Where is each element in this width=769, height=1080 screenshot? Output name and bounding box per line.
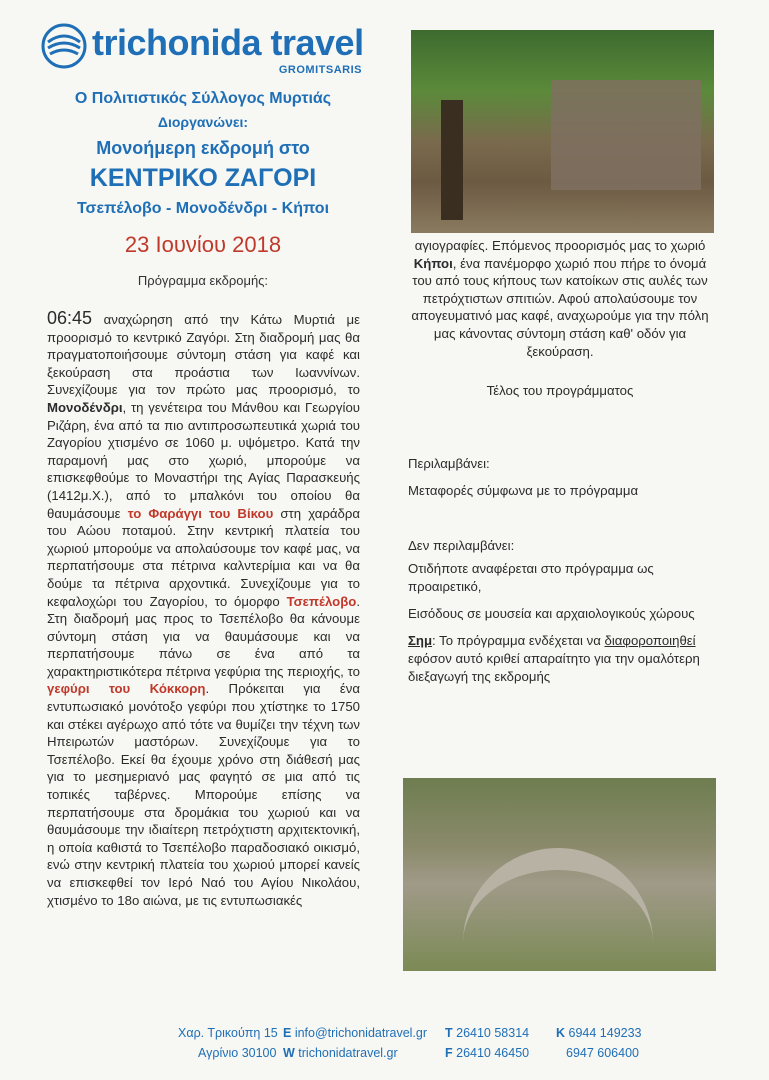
text-run: αγιογραφίες. Επόμενος προορισμός μας το χωριό (414, 238, 706, 253)
excludes-item-2: Εισόδους σε μουσεία και αρχαιολογικούς χώρους (408, 606, 695, 621)
fax-label: F (445, 1046, 453, 1060)
villages-line: Τσεπέλοβο - Μονοδένδρι - Κήποι (76, 200, 330, 217)
date-day: 23 (124, 232, 150, 257)
phone-value: 26410 58314 (452, 1026, 530, 1040)
logo-swirl-icon (40, 22, 88, 70)
logo-name: trichonida travel (92, 22, 364, 63)
program-heading: Πρόγραμμα εκδρομής: (137, 273, 269, 288)
email-contact (283, 1026, 427, 1040)
village-square-photo (411, 30, 714, 233)
address-street: Χαρ. Τρικούπη 15 (178, 1026, 278, 1040)
note-text (408, 632, 708, 686)
address-city: Αγρίνιο 30100 (198, 1046, 277, 1060)
place-vikos-gorge: το Φαράγγι του Βίκου (127, 505, 274, 521)
mobile-contact (556, 1026, 642, 1040)
excludes-item-1: Οτιδήποτε αναφέρεται στο πρόγραμμα ως προαιρετικό, (408, 561, 654, 594)
place-tsepelovo: Τσεπέλοβο (286, 593, 357, 609)
email-label: E (283, 1026, 292, 1040)
text-run: , ένα πανέμορφο χωριό που πήρε το όνομά του από τους κήπους των κατοίκων στις αυλές των πετρόχτιστων σπιτιών. Αφού απολαύσουμε τον απογευματινό μας καφέ, αναχωρούμε για την πόλη μας κάνοντας σύντομη στάση καθ' οδόν για ξεκούραση. (411, 255, 709, 359)
text-run: στη χαράδρα του Αώου ποταμού. Στην κεντρική πλατεία του χωριού μπορούμε να απολαύσουμε τον καφέ μας, να περπατήσουμε στα πέτρινα καλντερίμια και να θα δούμε τα πέτρινα αρχοντικά. Συνεχίζουμε για το κεφαλοχώρι του Ζαγορίου, το όμορφο (47, 505, 360, 609)
text-run: . Πρόκειται για ένα εντυπωσιακό μονότοξο γεφύρι που χτίστηκε το 1750 και στέκει αγέρωχο από τότε να θυμίζει την τέχνη των Ηπειρωτών μαστόρων. Συνεχίζουμε για το Τσεπέλοβο. Εκεί θα έχουμε χρόνο στη διάθεσή μας για το μεσημεριανό μας φαγητό σε μια από τις τοπικές ταβέρνες. Μπορούμε επίσης να περπατήσουμε στα δρομάκια του χωριού και να θαυμάσουμε την ιδιαίτερη πετρόχτιστη αρχιτεκτονική, η οποία καθιστά το Τσεπέλοβο παραδοσιακό οικισμό, ενώ στην κεντρική πλατεία του χωριού μπορεί κανείς να επισκεφθεί τον Ιερό Ναό του Αγίου Νικολάου, χτισμένο το 18ο αιώνα, με τις εντυπωσιακές (47, 681, 360, 908)
place-monodendri: Μονοδένδρι (47, 399, 123, 415)
plane-tree-shape (441, 100, 463, 220)
company-logo (40, 20, 370, 80)
text-run: : Το πρόγραμμα ενδέχεται να (432, 633, 605, 648)
itinerary-text-left (47, 310, 360, 909)
fax-contact (445, 1046, 529, 1060)
web-contact (283, 1046, 398, 1060)
trip-line: Μονοήμερη εκδρομή στο (96, 138, 310, 158)
email-value: info@trichonidatravel.gr (291, 1026, 428, 1040)
phone-label: T (445, 1026, 453, 1040)
place-kokkori-bridge: γεφύρι του Κόκκορη (47, 681, 206, 697)
web-value: trichonidatravel.gr (294, 1046, 398, 1060)
itinerary-text-right (405, 237, 715, 360)
date-month-year: Ιουνίου 2018 (149, 232, 282, 257)
includes-text: Μεταφορές σύμφωνα με το πρόγραμμα (408, 483, 639, 498)
includes-label: Περιλαμβάνει: (408, 456, 490, 471)
program-end: Τέλος του προγράμματος (486, 383, 634, 398)
organizes-line: Διοργανώνει: (157, 114, 249, 130)
departure-time: 06:45 (47, 308, 93, 328)
excludes-label: Δεν περιλαμβάνει: (408, 538, 515, 553)
mobile-label: K (556, 1026, 566, 1040)
stone-bridge-photo (403, 778, 716, 971)
phone-contact (445, 1026, 529, 1040)
text-run: . Στη διαδρομή μας προς το Τσεπέλοβο θα κάνουμε σύντομη στάση για να θαυμάσουμε και να περπατήσουμε πάνω σε ένα από τα χαρακτηριστικότερα πέτρινα γεφύρια της περιοχής, το (47, 593, 360, 679)
note-underlined: διαφοροποιηθεί (604, 633, 696, 648)
web-label: W (283, 1046, 295, 1060)
text-run: , τη γενέτειρα του Μάνθου και Γεωργίου Ριζάρη, ένα από τα πιο αντιπροσωπευτικά χωριά του Ζαγορίου χτισμένο σε 1060 μ. υψόμετρο. Κατά την παραμονή μας στο χωριό, μπορούμε να επισκεφθούμε το Μοναστήρι της Αγίας Παρασκευής (1412μ.Χ.), από το μπαλκόνι του οποίου θα θαυμάσουμε (47, 399, 360, 521)
trip-date (38, 232, 368, 258)
fax-value: 26410 46450 (452, 1046, 530, 1060)
text-run: εφόσον αυτό κριθεί απαραίτητο για την ομαλότερη διεξαγωγή της εκδρομής (408, 651, 700, 684)
organizer-line: Ο Πολιτιστικός Σύλλογος Μυρτιάς (74, 90, 332, 107)
text-run: αναχώρηση από την Κάτω Μυρτιά με προορισμό το κεντρικό Ζαγόρι. Στη διαδρομή μας θα πραγματοποιήσουμε σύντομη στάση για καφέ και ξεκούραση στα προάστια των Ιωαννίνων. Συνεχίζουμε για τον πρώτο μας προορισμό, το (47, 312, 360, 398)
mobile-value-2: 6947 606400 (566, 1046, 639, 1060)
place-kipoi: Κήποι (413, 255, 453, 271)
mobile-value-1: 6944 149233 (565, 1026, 642, 1040)
stone-building-shape (551, 80, 701, 190)
logo-subtitle: GROMITSARIS (278, 64, 362, 76)
destination-title: ΚΕΝΤΡΙΚΟ ΖΑΓΟΡΙ (89, 164, 317, 192)
bridge-arch-shape (463, 848, 653, 950)
note-label: Σημ (408, 633, 433, 648)
